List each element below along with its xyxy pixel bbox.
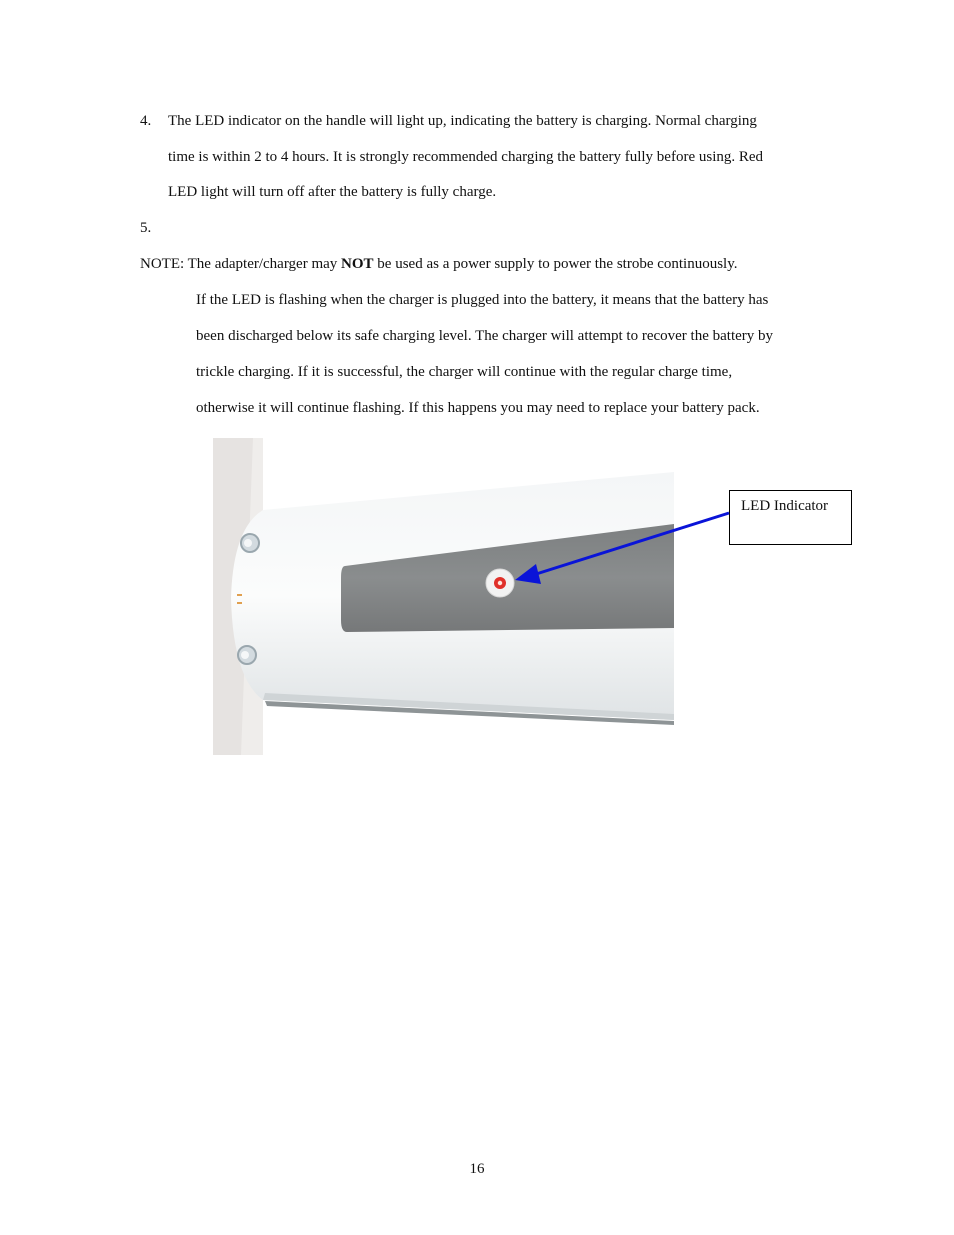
note-line bbox=[140, 255, 738, 273]
note-detail-line-1: If the LED is flashing when the charger is plugged into the battery, it means that the battery has bbox=[196, 292, 769, 308]
step-5-number: 5. bbox=[140, 220, 152, 236]
step-4-line-2: time is within 2 to 4 hours. It is strongly recommended charging the battery fully before using. Red bbox=[168, 149, 764, 165]
step-4-line-1: The LED indicator on the handle will light up, indicating the battery is charging. Normal charging bbox=[168, 113, 757, 129]
page-number: 16 bbox=[469, 1161, 485, 1177]
strobe-handle-photo bbox=[213, 438, 674, 755]
led-indicator-callout bbox=[729, 490, 852, 545]
step-4-line-3: LED light will turn off after the battery is fully charge. bbox=[168, 184, 497, 200]
note-detail-line-4: otherwise it will continue flashing. If this happens you may need to replace your battery pack. bbox=[196, 400, 760, 416]
step-4-number: 4. bbox=[140, 113, 152, 129]
note-prefix: NOTE: The adapter/charger may bbox=[140, 256, 342, 272]
callout-label: LED Indicator bbox=[741, 498, 829, 514]
note-suffix: be used as a power supply to power the strobe continuously. bbox=[373, 256, 738, 272]
note-emphasis: NOT bbox=[341, 256, 374, 272]
note-detail-line-2: been discharged below its safe charging level. The charger will attempt to recover the battery by bbox=[196, 328, 774, 344]
note-detail-line-3: trickle charging. If it is successful, the charger will continue with the regular charge time, bbox=[196, 364, 733, 380]
